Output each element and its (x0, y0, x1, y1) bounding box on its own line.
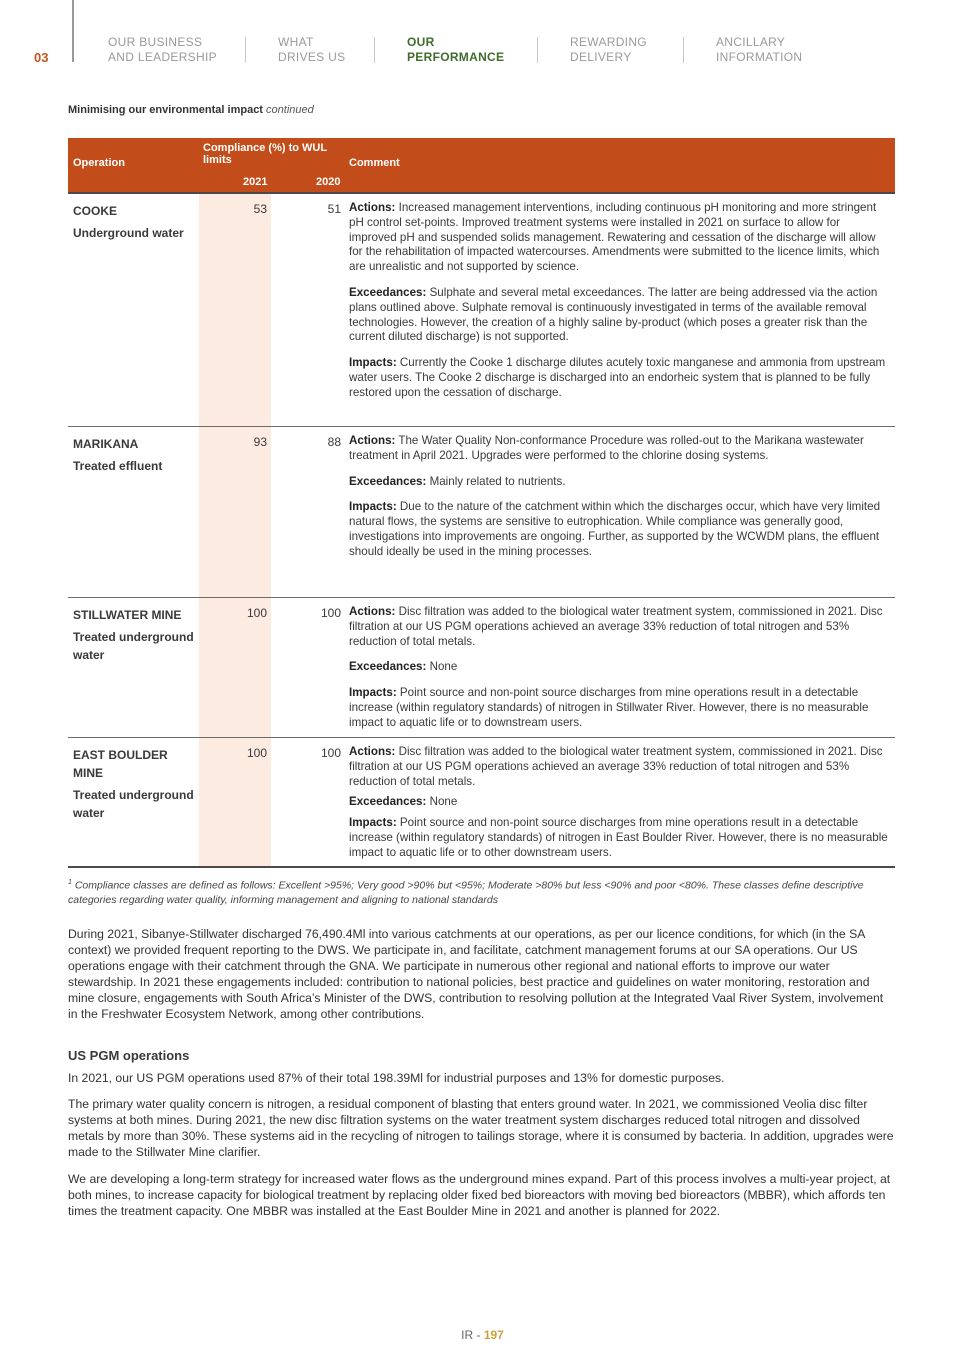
compliance-2020: 100 (320, 746, 341, 760)
impacts-label: Impacts: (349, 686, 397, 700)
impacts-text: Point source and non-point source discharges from mine operations result in a detectable increase (within regulatory standards) of nitrogen in Stillwater River. However, there is no measurable impact to aquatic life or to downstream users. (349, 686, 869, 729)
nav-label-line1: ANCILLARY (716, 35, 786, 49)
operation-cell (73, 435, 199, 475)
compliance-2021: 93 (253, 435, 267, 449)
exceedances-text: Mainly related to nutrients. (429, 474, 566, 488)
compliance-2021: 100 (246, 746, 267, 760)
body-paragraph: During 2021, Sibanye-Stillwater discharged 76,490.4Ml into various catchments at our operations, as per our licence conditions, for which (in the SA context) we provided frequent reporting to the DWS. We participate in, and facilitate, catchment management forums at our SA operations. Our US operations engage with their catchment through the GNA. We participate in numerous other regional and national efforts to improve our water stewardship. In 2021 these engagements included: contribution to national policies, best practice and guidelines on water monitoring, restoration and mine closure, engagements with South Africa’s Minister of the DWS, contribution to resolving pollution at the Integrated Vaal River System, involvement in the Freshwater Ecosystem Network, among other contributions. (68, 927, 884, 1021)
compliance-shading (199, 427, 271, 597)
actions-label: Actions: (349, 745, 396, 758)
comment-cell (349, 745, 889, 872)
compliance-table (68, 138, 895, 868)
actions-paragraph (349, 201, 889, 275)
compliance-2020: 88 (327, 435, 341, 449)
nav-label-line1: REWARDING (570, 35, 647, 49)
exceedances-label: Exceedances: (349, 795, 427, 809)
nav-separator (374, 37, 375, 63)
actions-label: Actions: (349, 605, 396, 618)
col-header-2021: 2021 (243, 176, 268, 188)
col-header-operation: Operation (73, 157, 125, 169)
exceedances-paragraph (349, 660, 889, 675)
actions-text: The Water Quality Non-conformance Procedure was rolled-out to the Marikana wastewater treatment in April 2021. Upgrades were performed to the chlorine dosing systems. (349, 434, 864, 462)
compliance-2020: 100 (320, 606, 341, 620)
exceedances-label: Exceedances: (349, 474, 427, 488)
impacts-text: Due to the nature of the catchment within which the discharges occur, which have very limited natural flows, the systems are sensitive to eutrophication. While compliance was generally good, investigations into improvements are ongoing. Further, as supported by the WCWDM plans, the effluent should ideally be used in the mining processes. (349, 500, 881, 558)
compliance-2020: 51 (327, 202, 341, 216)
nav-separator (537, 37, 538, 63)
table-header (68, 138, 895, 194)
exceedances-label: Exceedances: (349, 660, 427, 674)
operation-type: Treated effluent (73, 459, 163, 473)
section-title-suffix: continued (266, 104, 314, 116)
operation-type: Treated underground water (73, 630, 194, 662)
operation-cell (73, 606, 199, 664)
table-row (68, 738, 895, 868)
exceedances-text: None (429, 660, 458, 674)
table-row (68, 194, 895, 427)
col-header-2020: 2020 (316, 176, 341, 188)
section-title-main: Minimising our environmental impact (68, 104, 263, 116)
footnote-text: Compliance classes are defined as follows: Excellent >95%; Very good >90% but <95%; Moderate >80% but less <90% and poor <80%. These classes define descriptive categories regarding water quality, informing management and aligning to national standards (68, 879, 864, 906)
compliance-2021: 100 (246, 606, 267, 620)
nav-label-line1: WHAT (278, 35, 314, 49)
nav-what-drives-us[interactable] (278, 35, 345, 65)
operation-cell (73, 202, 199, 242)
compliance-2021: 53 (253, 202, 267, 216)
impacts-label: Impacts: (349, 500, 397, 514)
subheading-us-pgm: US PGM operations (68, 1048, 190, 1063)
table-row (68, 427, 895, 598)
actions-text: Increased management interventions, including continuous pH monitoring and more stringent pH control set-points. Improved treatment systems were installed in 2021 on surface to allow for improved pH and suspended solids management. Rewatering and cessation of the discharge will allow for the rehabilitation of impacted watercourses. Amendments were submitted to the licence limits, which are unrealistic and not supported by science. (349, 201, 880, 274)
operation-type: Underground water (73, 226, 184, 240)
exceedances-label: Exceedances: (349, 285, 427, 299)
exceedances-paragraph (349, 286, 889, 345)
operation-name: COOKE (73, 204, 118, 218)
header-divider (72, 0, 74, 62)
impacts-label: Impacts: (349, 816, 397, 830)
nav-our-business[interactable] (108, 35, 217, 65)
actions-label: Actions: (349, 201, 396, 214)
exceedances-text: Sulphate and several metal exceedances. The latter are being addressed via the action plans outlined above. Sulphate removal is continuously investigated in terms of the available removal technologies. However, the creation of a highly saline by-product (which poses a greater risk than the current diluted discharge) is not supported. (349, 285, 878, 344)
nav-label-line2: AND LEADERSHIP (108, 50, 217, 64)
compliance-shading (199, 194, 271, 426)
operation-cell (73, 746, 199, 822)
actions-paragraph (349, 434, 889, 464)
footnote-marker: 1 (68, 879, 72, 886)
table-row (68, 598, 895, 738)
nav-label-line1: OUR (407, 35, 435, 49)
page-number (0, 1328, 965, 1342)
nav-label-line2: DRIVES US (278, 50, 346, 64)
nav-our-performance[interactable] (407, 35, 504, 65)
impacts-paragraph (349, 686, 889, 730)
operation-name: MARIKANA (73, 437, 139, 451)
nav-separator (245, 37, 246, 63)
nav-label-line2: INFORMATION (716, 50, 803, 64)
operation-name: EAST BOULDER MINE (73, 748, 168, 780)
actions-text: Disc filtration was added to the biological water treatment system, commissioned in 2021. Disc filtration at our US PGM operations achieved an average 33% reduction of total nitrogen and 53% reduction of total metals. (349, 605, 883, 648)
actions-label: Actions: (349, 434, 396, 447)
exceedances-paragraph (349, 475, 889, 490)
nav-label-line1: OUR BUSINESS (108, 35, 203, 49)
exceedances-paragraph (349, 795, 889, 810)
body-paragraph: In 2021, our US PGM operations used 87% of their total 198.39Ml for industrial purposes and 13% for domestic purposes. (68, 1071, 725, 1085)
impacts-text: Point source and non-point source discharges from mine operations result in a detectable increase (within regulatory standards) of nitrogen in East Boulder River. However, there is no measurable impact to aquatic life or to other downstream users. (349, 816, 888, 859)
body-paragraph: We are developing a long-term strategy for increased water flows as the underground mines expand. Part of this process involves a multi-year project, at both mines, to increase capacity for biological treatment by replacing older fixed bed bioreactors with moving bed bioreactors (MBBR), which affords ten times the treatment capacity. One MBBR was installed at the East Boulder Mine in 2021 and another is planned for 2022. (68, 1172, 891, 1218)
comment-cell (349, 434, 889, 571)
nav-ancillary-information[interactable] (716, 35, 802, 65)
page-number-prefix: IR - (461, 1328, 484, 1342)
nav-separator (683, 37, 684, 63)
comment-cell (349, 605, 889, 742)
comment-cell (349, 201, 889, 412)
impacts-paragraph (349, 500, 889, 559)
col-header-compliance: Compliance (%) to WUL limits (203, 142, 327, 166)
impacts-text: Currently the Cooke 1 discharge dilutes acutely toxic manganese and ammonia from upstream water users. The Cooke 2 discharge is discharged into an endorheic system that is planned to be fully restored upon the cessation of discharge. (349, 356, 886, 399)
operation-name: STILLWATER MINE (73, 608, 182, 622)
page-number-value: 197 (483, 1328, 504, 1342)
nav-label-line2: DELIVERY (570, 50, 632, 64)
impacts-paragraph (349, 816, 889, 860)
table-footnote (68, 876, 898, 907)
body-paragraph: The primary water quality concern is nitrogen, a residual component of blasting that enters ground water. In 2021, we commissioned Veolia disc filter systems at both mines. During 2021, the new disc filtration systems on the water treatment system discharges reduced total nitrogen and dissolved metals by more than 30%. These systems aid in the recycling of nitrogen to tailings storage, where it is consumed by bacteria. In addition, upgrades were made to the Stillwater Mine clarifier. (68, 1097, 894, 1159)
actions-paragraph (349, 605, 889, 649)
impacts-paragraph (349, 356, 889, 400)
impacts-label: Impacts: (349, 356, 397, 370)
nav-rewarding-delivery[interactable] (570, 35, 647, 65)
operation-type: Treated underground water (73, 788, 194, 820)
exceedances-text: None (429, 795, 458, 809)
col-header-comment: Comment (349, 157, 400, 169)
nav-label-line2: PERFORMANCE (407, 50, 505, 64)
actions-text: Disc filtration was added to the biological water treatment system, commissioned in 2021. Disc filtration at our US PGM operations achieved an average 33% reduction of total nitrogen and 53% reduction of total metals. (349, 745, 883, 788)
section-title (68, 104, 314, 116)
chapter-number: 03 (34, 50, 49, 65)
actions-paragraph (349, 745, 889, 789)
